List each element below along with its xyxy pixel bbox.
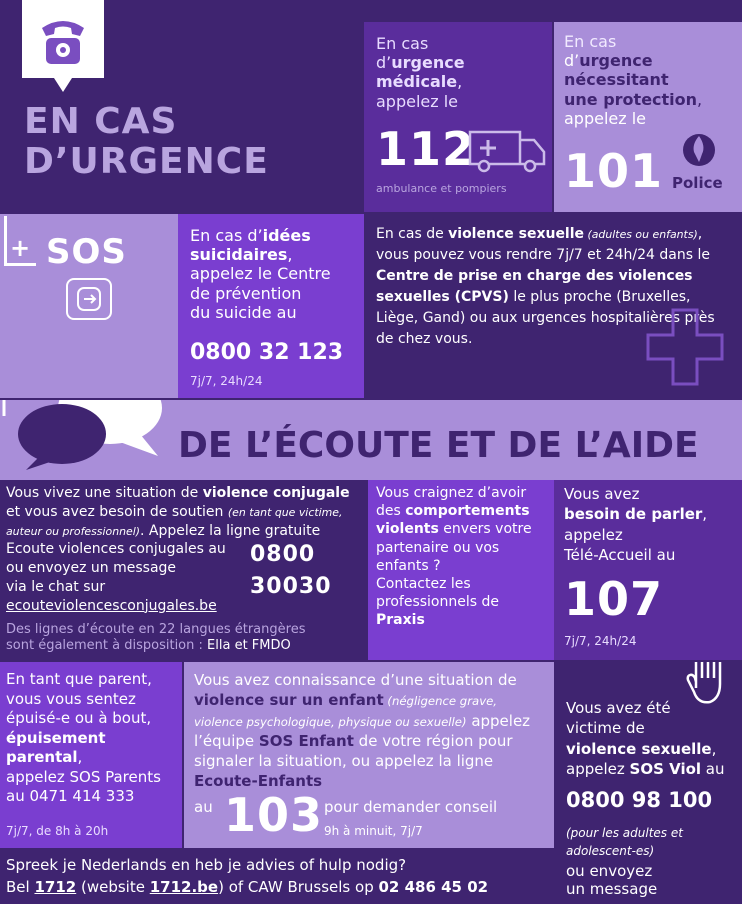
sos-plus: +: [10, 234, 32, 262]
footer-line1: Spreek je Nederlands en heb je advies of hulp nodig?: [6, 856, 407, 874]
footer-caw-phone: 02 486 45 02: [378, 878, 489, 896]
police-flame-icon: [682, 130, 716, 174]
police-line1: En cas: [564, 32, 617, 51]
parent-phone: au 0471 414 333: [6, 787, 135, 805]
child-violence: violence sur un enfant: [194, 691, 384, 710]
footer-website-link[interactable]: 1712.be: [149, 878, 219, 896]
police-logo-text: Police: [672, 174, 723, 192]
child-advice: pour demander conseil: [324, 798, 498, 816]
praxis-name: Praxis: [376, 612, 425, 629]
medical-line2: d’: [376, 53, 392, 73]
suicide-suicidaires: suicidaires: [190, 245, 288, 265]
suicide-idees: idées: [262, 226, 311, 245]
suicide-block: En cas d’idées suicidaires, appelez le Centre de prévention du suicide au 0800 32 123 7j/7, 24h/24: [178, 214, 364, 398]
child-hours: 9h à minuit, 7j/7: [324, 824, 423, 838]
tele-besoin: besoin de parler: [564, 505, 703, 524]
medical-number: 112: [376, 122, 476, 176]
medical-caption: ambulance et pompiers: [376, 182, 507, 195]
police-emergency-block: En cas d’urgence nécessitant une protection, appelez le 101 Police: [554, 22, 742, 212]
footer-block: Spreek je Nederlands en heb je advies of hulp nodig? Bel 1712 (website 1712.be) of CAW Brussels op 02 486 45 02: [0, 848, 556, 904]
child-number: 103: [224, 788, 324, 842]
medical-line1: En cas: [376, 34, 429, 53]
police-urgence: urgence: [579, 51, 653, 71]
tele-number: 107: [564, 572, 664, 626]
viol-sos-viol: SOS Viol: [629, 759, 702, 778]
cpvs-violence-sexuelle: violence sexuelle: [448, 226, 585, 242]
viol-violence: violence sexuelle: [566, 739, 712, 758]
conjugal-ella-fmdo: Ella et FMDO: [207, 638, 291, 654]
conjugal-website-link[interactable]: ecouteviolencesconjugales.be: [6, 597, 217, 614]
conjugal-violence: violence conjugale: [202, 485, 350, 501]
sos-label: SOS: [46, 232, 127, 272]
praxis-block: Vous craignez d’avoir des comportements violents envers votre partenaire ou vos enfants ? Contactez les professionnels de Praxis: [368, 480, 554, 660]
section-title: DE L’ÉCOUTE ET DE L’AIDE: [178, 425, 699, 466]
speech-bubbles-icon: [0, 400, 180, 480]
police-necessitant: nécessitant: [564, 70, 669, 90]
police-call: appelez le: [564, 108, 647, 128]
parent-hours: 7j/7, de 8h à 20h: [6, 824, 109, 838]
parent-epuisement: épuisement: [6, 728, 106, 747]
suicide-number: 0800 32 123: [190, 340, 344, 365]
police-number: 101: [564, 144, 664, 198]
child-au: au: [194, 798, 213, 816]
phone-forward-icon: [66, 278, 112, 320]
sos-enfant-block: Vous avez connaissance d’une situation de violence sur un enfant (négligence grave, violence psychologique, physique ou sexuelle) appelez l’équipe SOS Enfant de votre région pour signaler la situation, ou appelez la ligne Ecoute-Enfants au 103 pour demander conseil 9h à minuit, 7j/7: [184, 662, 554, 848]
tele-accueil-block: Vous avez besoin de parler, appelez Télé-Accueil au 107 7j/7, 24h/24: [554, 480, 742, 660]
child-ecoute-enfants: Ecoute-Enfants: [194, 772, 323, 791]
suicide-hours: 7j/7, 24h/24: [190, 374, 263, 388]
tele-hours: 7j/7, 24h/24: [564, 634, 637, 648]
urgence-title-line1: EN CAS: [24, 101, 178, 142]
urgence-title-line2: D’URGENCE: [24, 141, 269, 182]
sos-viol-block: Vous avez été victime de violence sexuelle, appelez SOS Viol au 0800 98 100 (pour les adultes et adolescent-es) ou envoyez un message: [556, 662, 742, 904]
urgence-header-block: [0, 0, 362, 212]
medical-call: appelez le: [376, 91, 459, 111]
medical-medicale: médicale: [376, 72, 458, 92]
telephone-icon: [22, 0, 104, 84]
cpvs-block: En cas de violence sexuelle (adultes ou enfants), vous pouvez vous rendre 7j/7 et 24h/24 dans le Centre de prise en charge des violences sexuelles (CPVS) le plus proche (Bruxelles, Liège, Gand) ou aux urgences hospitalières près de chez vous.: [364, 214, 742, 398]
medical-urgence: urgence: [391, 53, 465, 73]
footer-1712: 1712: [34, 878, 77, 896]
conjugal-number-line1: 0800: [250, 542, 316, 567]
parent-parental: parental: [6, 748, 78, 766]
medical-cross-icon: [646, 308, 724, 390]
praxis-comportements: comportements violents: [376, 503, 530, 538]
conjugal-block: Vous vivez une situation de violence conjugale et vous avez besoin de soutien (en tant que victime, auteur ou professionnel). Appelez la ligne gratuite Ecoute violences conjugales au ou envoyez un message via le chat sur ecouteviolencesconjugales.be 0800 30030 Des lignes d’écoute en 22 langues étrangères sont également à disposition : Ella et FMDO: [0, 480, 368, 660]
medical-emergency-block: En cas d’urgence médicale, appelez le 112 ambulance et pompiers: [364, 22, 552, 212]
child-sos-enfant: SOS Enfant: [258, 731, 354, 750]
ecoute-section-band: [0, 400, 742, 480]
conjugal-number-line2: 30030: [250, 574, 332, 599]
cpvs-centre: Centre de prise en charge des violences sexuelles (CPVS): [376, 268, 693, 305]
ambulance-icon: [468, 126, 548, 178]
viol-number: 0800 98 100: [566, 788, 713, 812]
sos-parents-block: En tant que parent, vous vous sentez épuisé-e ou à bout, épuisement parental, appelez SOS Parents au 0471 414 333 7j/7, de 8h à 20h: [0, 662, 182, 848]
police-protection: une protection: [564, 89, 698, 109]
sos-block: [0, 214, 178, 398]
